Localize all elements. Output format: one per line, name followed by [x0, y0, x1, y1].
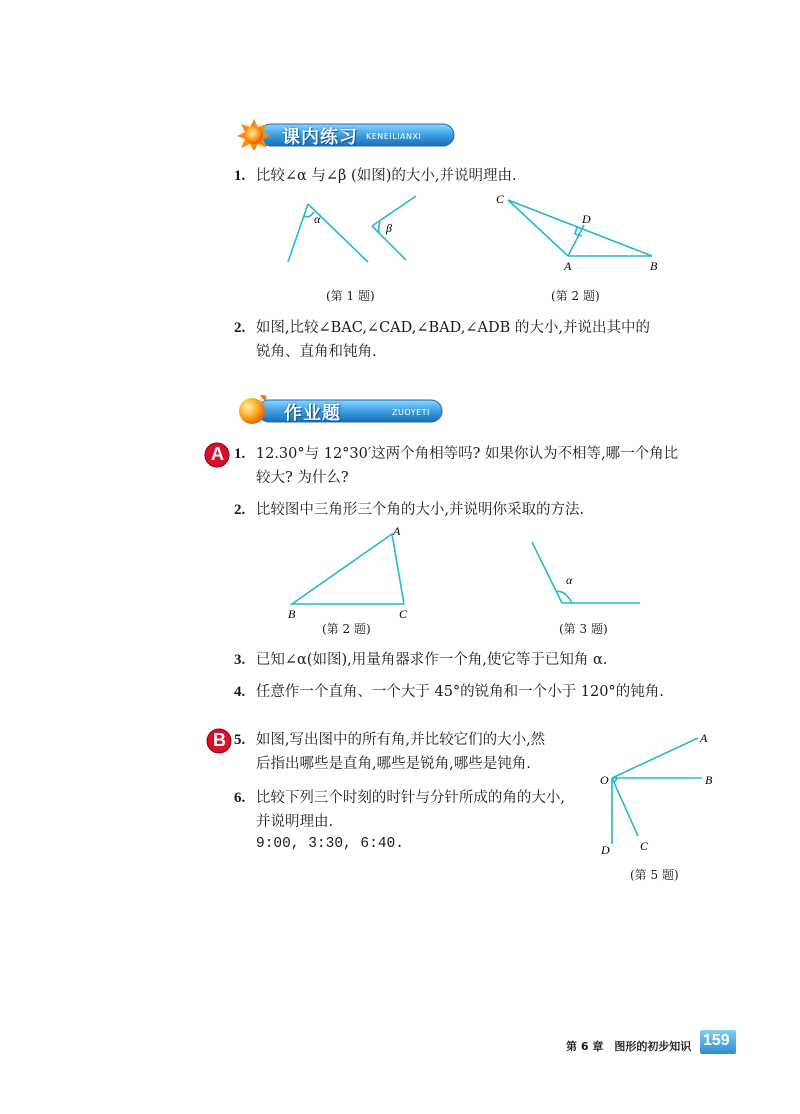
- level-a-badge: A: [204, 442, 230, 468]
- practice-banner: [236, 118, 456, 150]
- question-text: 比较图中三角形三个角的大小,并说明你采取的方法.: [255, 502, 585, 518]
- label-d: D: [582, 212, 591, 226]
- homework-subtitle: ZUOYETI: [392, 408, 430, 417]
- homework-q4: [234, 680, 664, 704]
- homework-q6-cont: 并说明理由.: [256, 814, 334, 830]
- homework-q6-times: 9:00, 3:30, 6:40.: [256, 836, 404, 852]
- alpha-ray-left: [288, 204, 308, 262]
- svg-text:A: A: [393, 524, 401, 538]
- svg-text:α: α: [566, 573, 573, 587]
- homework-q3: [234, 648, 607, 672]
- svg-text:A: A: [700, 731, 708, 745]
- question-line-1: 比较下列三个时刻的时针与分针所成的角的大小,: [255, 790, 565, 806]
- svg-text:B: B: [288, 607, 296, 620]
- figure-1-caption: (第 1 题): [326, 289, 375, 303]
- practice-subtitle: KENEILIANXI: [366, 132, 422, 141]
- question-number: 1.: [234, 168, 246, 184]
- practice-q2-cont: 锐角、直角和钝角.: [256, 344, 377, 360]
- question-number: 1.: [234, 446, 246, 462]
- practice-title: 课内练习: [282, 127, 358, 148]
- question-number: 5.: [234, 732, 246, 748]
- figure-q2-caption: (第 2 题): [322, 622, 371, 636]
- homework-q1: [234, 442, 678, 466]
- practice-q2: [234, 316, 650, 340]
- homework-q2: [234, 498, 584, 522]
- svg-text:C: C: [399, 607, 408, 620]
- practice-q1: [234, 164, 517, 188]
- question-text: 已知∠α(如图),用量角器求作一个角,使它等于已知角 α.: [255, 652, 608, 668]
- figure-2-caption: (第 2 题): [551, 289, 600, 303]
- svg-text:D: D: [601, 843, 610, 857]
- question-text: 任意作一个直角、一个大于 45°的锐角和一个小于 120°的钝角.: [255, 684, 664, 700]
- figure-q3-caption: (第 3 题): [559, 622, 608, 636]
- alpha-label: α: [314, 212, 321, 226]
- label-a: A: [564, 259, 572, 273]
- beta-label: β: [386, 221, 392, 235]
- figure-angles-alpha-beta: [280, 190, 420, 270]
- figure-triangle-abd: [492, 190, 672, 280]
- question-number: 2.: [234, 502, 246, 518]
- question-line-1: 如图,比较∠BAC,∠CAD,∠BAD,∠ADB 的大小,并说出其中的: [255, 320, 650, 336]
- figure-triangle-abc: [282, 520, 422, 620]
- homework-q5-cont: 后指出哪些是直角,哪些是锐角,哪些是钝角.: [256, 756, 531, 772]
- chapter-label: 第 6 章 图形的初步知识: [566, 1040, 692, 1053]
- page-number: 159: [700, 1030, 736, 1054]
- level-b-badge: B: [206, 728, 232, 754]
- question-number: 2.: [234, 320, 246, 336]
- figure-5-caption: (第 5 题): [630, 868, 679, 882]
- svg-text:C: C: [640, 839, 649, 853]
- question-number: 4.: [234, 684, 246, 700]
- homework-title: 作业题: [284, 403, 341, 424]
- beta-arc: [379, 221, 380, 233]
- beta-ray-1: [372, 196, 416, 226]
- question-line-1: 12.30°与 12°30′这两个角相等吗? 如果你认为不相等,哪一个角比: [255, 446, 679, 462]
- figure-rays-from-o: [596, 726, 726, 862]
- svg-text:B: B: [705, 773, 713, 787]
- figure-angle-alpha: [520, 532, 650, 612]
- homework-q5: [234, 728, 545, 752]
- question-text: 比较∠α 与∠β (如图)的大小,并说明理由.: [255, 168, 517, 184]
- homework-q1-cont: 较大? 为什么?: [256, 470, 349, 486]
- label-b: B: [650, 259, 658, 273]
- question-number: 6.: [234, 790, 246, 806]
- svg-text:O: O: [600, 773, 609, 787]
- homework-banner: [234, 392, 444, 426]
- homework-q6: [234, 786, 565, 810]
- question-number: 3.: [234, 652, 246, 668]
- question-line-1: 如图,写出图中的所有角,并比较它们的大小,然: [255, 732, 546, 748]
- label-c: C: [496, 192, 505, 206]
